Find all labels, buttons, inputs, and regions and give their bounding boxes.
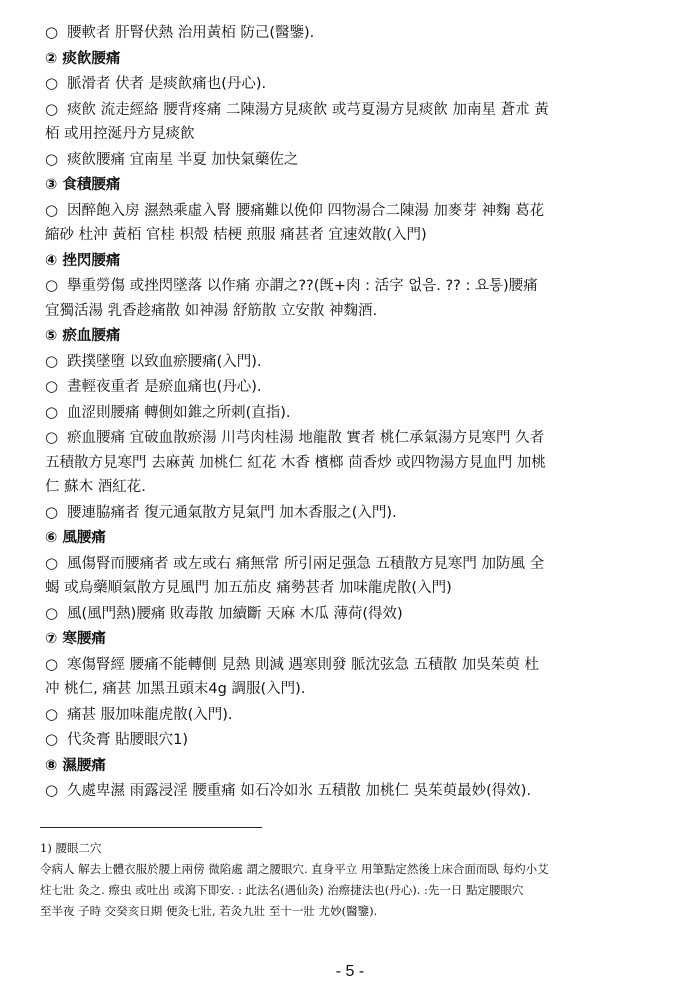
section-heading: ④ 挫閃腰痛 <box>45 252 121 269</box>
text-line: ○ 瘀血腰痛 宜破血散瘀湯 川芎肉桂湯 地龍散 實者 桃仁承氣湯方見寒門 久者 <box>45 425 670 451</box>
footnote-line: 令病人 解去上體衣服於腰上兩傍 微陷處 謂之腰眼穴. 直身平立 用筆點定然後上床合面而臥 每灼小艾 <box>40 862 549 876</box>
footnote-line: 至半夜 子時 交癸亥日期 便灸七壯, 若灸九壯 至十一壯 尤妙(醫鑒). <box>40 904 378 918</box>
footnote-line: 炷七壯 灸之. 瘵虫 或吐出 或瀉下即安. : 此法名(遇仙灸) 治瘵捷法也(丹心). :先一日 點定腰眼穴 <box>40 883 524 897</box>
page-number: - 5 - <box>335 963 365 980</box>
section-heading: ⑥ 風腰痛 <box>45 530 106 546</box>
text-line: ○ 跌撲墜墮 以致血瘀腰痛(入門). <box>45 349 670 375</box>
text-line: 蝎 或烏藥順氣散方見風門 加五茄皮 痛勢甚者 加味龍虎散(入門) <box>45 580 452 596</box>
text-line: ○ 痛甚 服加味龍虎散(入門). <box>45 702 670 728</box>
section-heading: ⑦ 寒腰痛 <box>45 631 106 647</box>
text-line: ○ 血涩則腰痛 轉側如錐之所刺(直指). <box>45 400 670 426</box>
text-line: ○ 代灸膏 貼腰眼穴1) <box>45 727 670 753</box>
text-line: ○ 擧重勞傷 或挫閃墜落 以作痛 亦謂之??(旣+肉 : 活字 없음. ?? : 요통)腰痛 <box>45 273 670 299</box>
text-line: ○ 因醉飽入房 濕熱乘虛入腎 腰痛難以俛仰 四物湯合二陳湯 加麥芽 神麴 葛花 <box>45 198 670 224</box>
text-line: ○ 久處卑濕 雨露浸淫 腰重痛 如石冷如氷 五積散 加桃仁 吳茱萸最妙(得效). <box>45 778 670 804</box>
text-line: ○ 寒傷腎經 腰痛不能轉側 見熱 則減 遇寒則發 脈沈弦急 五積散 加吳茱萸 杜 <box>45 652 670 678</box>
text-line: ○ 腰連脇痛者 復元通氣散方見氣門 加木香服之(入門). <box>45 500 670 526</box>
footnotes <box>40 838 670 922</box>
text-line: ○ 晝輕夜重者 是瘀血痛也(丹心). <box>45 374 670 400</box>
text-line: ○ 風(風門熱)腰痛 敗毒散 加續斷 天麻 木瓜 薄荷(得效) <box>45 601 670 627</box>
footnote-divider <box>40 827 262 828</box>
text-line: ○ 腰軟者 肝腎伏熱 治用黃栢 防己(醫鑒). <box>45 20 670 46</box>
text-line: ○ 痰飮腰痛 宜南星 半夏 加快氣藥佐之 <box>45 147 670 173</box>
text-line: 栢 或用控涎丹方見痰飮 <box>45 126 195 142</box>
text-line: ○ 脈滑者 伏者 是痰飮痛也(丹心). <box>45 71 670 97</box>
section-heading: ② 痰飮腰痛 <box>45 50 121 67</box>
section-heading: ⑤ 瘀血腰痛 <box>45 328 121 344</box>
text-line: 五積散方見寒門 去麻黃 加桃仁 紅花 木香 檳榔 茴香炒 或四物湯方見血門 加桃 <box>45 454 546 471</box>
text-line: 仁 蘇木 酒紅花. <box>45 479 146 495</box>
section-heading: ③ 食積腰痛 <box>45 177 121 193</box>
text-line: ○ 痰飮 流走經絡 腰背疼痛 二陳湯方見痰飮 或芎夏湯方見痰飮 加南星 蒼朮 黃 <box>45 97 670 123</box>
text-line: 縮砂 杜沖 黃栢 官桂 枳殼 桔梗 煎服 痛甚者 宜速效散(入門) <box>45 227 427 243</box>
text-line: 宜獨活湯 乳香趁痛散 如神湯 舒筋散 立安散 神麴酒. <box>45 302 378 319</box>
page-body <box>45 20 670 804</box>
text-line: ○ 風傷腎而腰痛者 或左或右 痛無常 所引兩足强急 五積散方見寒門 加防風 全 <box>45 551 670 577</box>
footnote-line: 1) 腰眼二穴 <box>40 841 102 855</box>
section-heading: ⑧ 濕腰痛 <box>45 757 106 774</box>
text-line: 冲 桃仁, 痛甚 加黑丑頭末4g 調服(入門). <box>45 681 306 697</box>
